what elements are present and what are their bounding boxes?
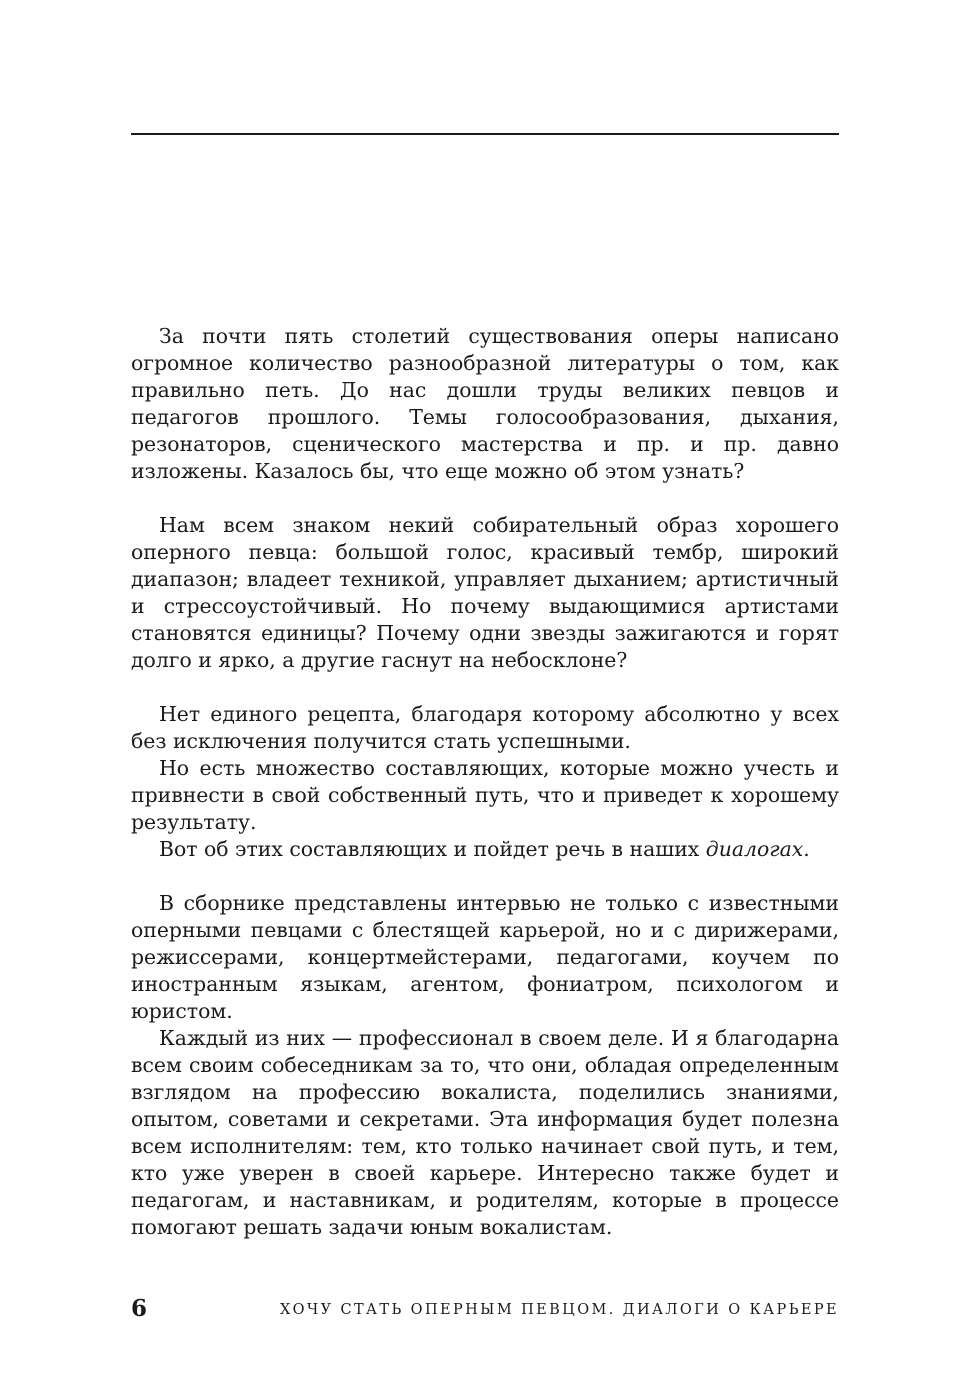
dialogues-end: . [803,837,810,861]
page-footer [131,1294,839,1324]
paragraph-no-recipe: Нет единого рецепта, благодаря которому абсолютно у всех без исключения получится стать успешными. [131,702,839,753]
paragraph-components: Но есть множество составляющих, которые можно учесть и привнести в свой собственный путь, что и приведет к хорошему результату. [131,756,839,834]
running-head: ХОЧУ СТАТЬ ОПЕРНЫМ ПЕВЦОМ. ДИАЛОГИ О КАРЬЕРЕ [279,1302,839,1318]
paragraph-collection: В сборнике представлены интервью не только с известными оперными певцами с блестящей карьерой, но и с дирижерами, режиссерами, концертмейстерами, педагогами, коучем по иностранным языкам, агентом, фониатром, психологом и юристом. [131,891,839,1023]
paragraph-dialogues [131,836,839,863]
paragraph-singer-image: Нам всем знаком некий собирательный образ хорошего оперного певца: большой голос, красивый тембр, широкий диапазон; владеет техникой, управляет дыханием; артистичный и стрессоустойчивый. Но почему выдающимися артистами становятся единицы? Почему одни звезды зажигаются и горят долго и ярко, а другие гаснут на небосклоне? [131,513,839,672]
paragraph-intro: За почти пять столетий существования оперы написано огромное количество разнообразной литературы о том, как правильно петь. До нас дошли труды великих певцов и педагогов прошлого. Темы голосообразования, дыхания, резонаторов, сценического мастерства и пр. и пр. давно изложены. Казалось бы, что еще можно об этом узнать? [131,324,839,483]
paragraph-gratitude: Каждый из них — профессионал в своем деле. И я благодарна всем своим собеседникам за то, что они, обладая определенным взглядом на профессию вокалиста, поделились знаниями, опытом, советами и секретами. Эта информация будет полезна всем исполнителям: тем, кто только начинает свой путь, и тем, кто уже уверен в своей карьере. Интересно также будет и педагогам, и наставникам, и родителям, которые в процессе помогают решать задачи юным вокалистам. [131,1026,839,1239]
top-rule [131,133,839,135]
dialogues-text: Вот об этих составляющих и пойдет речь в наших [159,837,706,861]
main-text [131,323,839,1241]
page-number: 6 [131,1295,148,1322]
dialogues-emphasis: диалогах [705,837,804,861]
